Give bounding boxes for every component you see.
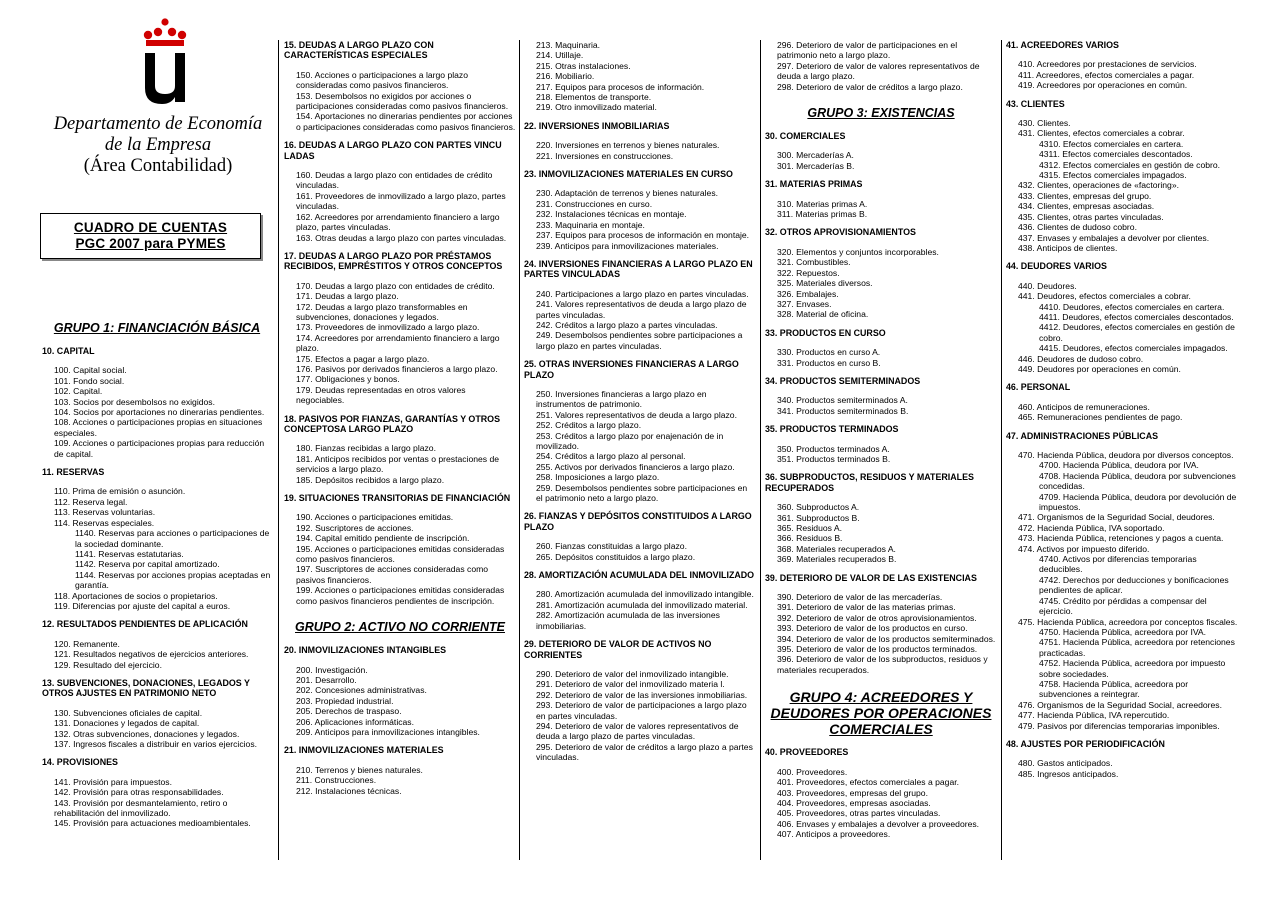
account-section [284,251,516,406]
account-section [524,511,756,562]
account-item: 320. Elementos y conjuntos incorporables. [777,246,939,257]
account-item: 211. Construcciones. [296,775,377,786]
section-heading: 16. DEUDAS A LARGO PLAZO CON PARTES VINCU LADAS [284,140,502,161]
account-item: 129. Resultado del ejercicio. [54,659,162,670]
section-heading: 20. INMOVILIZACIONES INTANGIBLES [284,645,447,656]
account-item: 404. Proveedores, empresas asociadas. [777,797,931,808]
account-item: 177. Obligaciones y bonos. [296,374,400,385]
subaccount-item: 4758. Hacienda Pública, acreedora por subvenciones a reintegrar. [1039,678,1189,700]
account-item: 298. Deterioro de valor de créditos a largo plazo. [777,81,963,92]
section-heading: 32. OTROS APROVISIONAMIENTOS [765,227,916,238]
account-item: 465. Remuneraciones pendientes de pago. [1018,412,1183,423]
account-section [284,745,516,796]
account-section [1006,261,1240,374]
account-section [524,121,756,161]
account-item: 438. Anticipos de clientes. [1018,242,1118,253]
account-section [765,424,997,464]
account-item: 172. Deudas a largo plazo transformables en subvenciones, donaciones y legados. [296,301,468,322]
account-item: 293. Deterioro de valor de participaciones a largo plazo en partes vinculadas. [536,700,747,721]
column-3 [524,40,756,763]
account-item: 325. Materiales diversos. [777,278,873,289]
section-heading: 14. PROVISIONES [42,757,118,768]
section-heading: 34. PRODUCTOS SEMITERMINADOS [765,375,921,386]
account-item: 292. Deterioro de valor de las inversiones inmobiliarias. [536,689,748,700]
subaccount-item: 1140. Reservas para acciones o participaciones de la sociedad dominante. [75,528,270,549]
account-item: 217. Equipos para procesos de información. [536,81,705,92]
section-heading: 35. PRODUCTOS TERMINADOS [765,424,899,435]
account-item: 282. Amortización acumulada de las inversiones inmobiliarias. [536,610,720,631]
account-section [284,40,516,132]
subaccount-item: 1141. Reservas estatutarias. [75,548,184,559]
account-item: 216. Mobiliario. [536,71,595,82]
account-item: 446. Deudores de dudoso cobro. [1018,353,1144,364]
section-heading: 18. PASIVOS POR FIANZAS, GARANTÍAS Y OTROS CONCEPTOSA LARGO PLAZO [284,413,500,434]
account-item: 311. Materias primas B. [777,209,868,220]
account-item: 219. Otro inmovilizado material. [536,102,657,113]
account-item: 179. Deudas representadas en otros valores negociables. [296,384,466,406]
account-item: 392. Deterioro de valor de otros aprovisionamientos. [777,612,977,623]
account-item: 366. Residuos B. [777,533,843,544]
account-item: 258. Imposiciones a largo plazo. [536,472,660,483]
account-section [1006,40,1240,91]
account-item: 109. Acciones o participaciones propias para reducción de capital. [54,438,265,459]
account-item: 297. Deterioro de valor de valores representativos de deuda a largo plazo. [777,60,980,82]
account-item: 437. Envases y embalajes a devolver por clientes. [1018,232,1210,243]
account-item: 214. Utillaje. [536,50,584,61]
account-item: 369. Materiales recuperados B. [777,554,897,565]
account-item: 341. Productos semiterminados B. [777,405,909,416]
group-title: GRUPO 2: ACTIVO NO CORRIENTE [295,620,505,635]
account-item: 154. Aportaciones no dinerarias pendientes por acciones o participaciones consideradas como pasivos financieros. [296,111,516,132]
account-item: 327. Envases. [777,298,832,309]
account-item: 340. Productos semiterminados A. [777,395,908,406]
account-section [1006,382,1240,422]
account-item: 119. Diferencias por ajuste del capital a euros. [54,600,231,611]
account-item: 433. Clientes, empresas del grupo. [1018,190,1152,201]
group-title: GRUPO 3: EXISTENCIAS [807,106,955,121]
account-item: 130. Subvenciones oficiales de capital. [54,707,203,718]
account-item: 431. Clientes, efectos comerciales a cobrar. [1018,128,1185,139]
account-section [765,328,997,368]
account-item: 233. Maquinaria en montaje. [536,219,645,230]
account-item: 181. Anticipos recibidos por ventas o prestaciones de servicios a largo plazo. [296,453,500,475]
column-divider [760,40,761,860]
account-item: 435. Clientes, otras partes vinculadas. [1018,211,1164,222]
account-item: 209. Anticipos para inmovilizaciones intangibles. [296,726,480,737]
account-item: 141. Provisión para impuestos. [54,776,172,787]
subaccount-item: 4709. Hacienda Pública, deudora por devolución de impuestos. [1039,491,1237,513]
account-item: 104. Socios por aportaciones no dinerarias pendientes. [54,407,265,418]
subaccount-item: 4745. Crédito por pérdidas a compensar del ejercicio. [1039,595,1207,617]
account-section [42,346,272,459]
subaccount-item: 4742. Derechos por deducciones y bonificaciones pendientes de aplicar. [1039,574,1229,596]
account-item: 195. Acciones o participaciones emitidas consideradas como pasivos financieros. [296,543,505,565]
subaccount-item: 4411. Deudores, efectos comerciales descontados. [1039,311,1234,322]
title-line-1: CUADRO DE CUENTAS [73,220,228,235]
account-item: 232. Instalaciones técnicas en montaje. [536,209,687,220]
account-item: 220. Inversiones en terrenos y bienes naturales. [536,140,720,151]
account-item: 326. Embalajes. [777,288,839,299]
account-section [42,678,272,749]
subaccount-item: 4410. Deudores, efectos comerciales en cartera. [1039,301,1225,312]
subaccount-item: 4752. Hacienda Pública, acreedora por impuesto sobre sociedades. [1039,658,1226,679]
section-heading: 29. DETERIORO DE VALOR DE ACTIVOS NO CORRIENTES [524,639,712,660]
account-item: 239. Anticipos para inmovilizaciones materiales. [536,240,719,251]
section-heading: 43. CLIENTES [1006,98,1065,109]
account-item: 250. Inversiones financieras a largo plazo en instrumentos de patrimonio. [536,388,707,410]
account-item: 390. Deterioro de valor de las mercaderías. [777,592,943,603]
account-item: 440. Deudores. [1018,280,1077,291]
account-item: 430. Clientes. [1018,118,1071,129]
section-heading: 11. RESERVAS [42,467,105,478]
account-section [284,493,516,606]
account-section [284,414,516,485]
account-item: 281. Amortización acumulada del inmovilizado material. [536,599,748,610]
account-item: 449. Deudores por operaciones en común. [1018,363,1181,374]
account-item: 441. Deudores, efectos comerciales a cobrar. [1018,291,1191,302]
account-item: 395. Deterioro de valor de los productos terminados. [777,644,978,655]
account-item: 199. Acciones o participaciones emitidas consideradas como pasivos financieros pendientes de inscripción. [296,585,505,606]
section-heading: 41. ACREEDORES VARIOS [1006,40,1119,50]
group-title: GRUPO 1: FINANCIACIÓN BÁSICA [53,321,261,335]
account-item: 210. Terrenos y bienes naturales. [296,764,423,775]
account-item: 253. Créditos a largo plazo por enajenación de in movilizado. [536,430,724,451]
account-section [42,619,272,670]
subaccount-item: 4700. Hacienda Pública, deudora por IVA. [1039,460,1199,471]
account-item: 185. Depósitos recibidos a largo plazo. [296,474,445,485]
account-item: 328. Material de oficina. [777,309,869,320]
account-item: 255. Activos por derivados financieros a largo plazo. [536,461,735,472]
account-item: 471. Organismos de la Seguridad Social, deudores. [1018,512,1215,523]
account-section [765,131,997,171]
column-divider [278,40,279,860]
section-heading: 28. AMORTIZACIÓN ACUMULADA DEL INMOVILIZADO [524,570,755,581]
account-item: 300. Mercaderías A. [777,150,854,161]
account-item: 101. Fondo social. [54,375,125,386]
account-item: 474. Activos por impuesto diferido. [1018,543,1150,554]
section-heading: 30. COMERCIALES [765,131,846,142]
account-item: 163. Otras deudas a largo plazo con partes vinculadas. [296,232,507,243]
dept-line-2: de la Empresa [104,135,212,155]
account-item: 470. Hacienda Pública, deudora por diversos conceptos. [1018,450,1234,460]
account-item: 331. Productos en curso B. [777,357,881,368]
account-item: 197. Suscriptores de acciones consideradas como pasivos financieros. [296,564,489,585]
column-4 [765,40,997,840]
account-item: 170. Deudas a largo plazo con entidades de crédito. [296,280,495,291]
subaccount-item: 1144. Reservas por acciones propias aceptadas en garantía. [75,569,271,591]
account-item: 296. Deterioro de valor de participaciones en el patrimonio neto a largo plazo. [777,40,958,61]
account-item: 294. Deterioro de valor de valores representativos de deuda a largo plazo de partes vinculadas. [536,720,739,742]
account-item: 310. Materias primas A. [777,198,868,209]
account-item: 192. Suscriptores de acciones. [296,522,414,533]
account-item: 190. Acciones o participaciones emitidas. [296,512,454,523]
title-line-2: PGC 2007 para PYMES [75,236,226,251]
section-heading: 44. DEUDORES VARIOS [1006,261,1107,272]
account-item: 221. Inversiones en construcciones. [536,150,674,161]
account-section [524,359,756,503]
account-item: 241. Valores representativos de deuda a largo plazo de partes vinculadas. [536,299,747,320]
account-item: 254. Créditos a largo plazo al personal. [536,451,686,462]
account-item: 160. Deudas a largo plazo con entidades de crédito vinculadas. [296,170,493,191]
account-item: 252. Créditos a largo plazo. [536,420,642,431]
subaccount-item: 4740. Activos por diferencias temporarias deducibles. [1039,554,1197,575]
dept-line-3: (Área Contabilidad) [83,156,233,176]
account-item: 206. Aplicaciones informáticas. [296,716,414,727]
account-item: 215. Otras instalaciones. [536,60,631,71]
account-item: 171. Deudas a largo plazo. [296,291,399,302]
account-section [524,639,756,762]
account-item: 230. Adaptación de terrenos y bienes naturales. [536,188,719,199]
account-item: 231. Construcciones en curso. [536,198,653,209]
account-item: 391. Deterioro de valor de las materias primas. [777,602,956,613]
account-item: 203. Propiedad industrial. [296,695,394,706]
account-item: 432. Clientes, operaciones de «factoring». [1018,180,1179,191]
account-item: 132. Otras subvenciones, donaciones y legados. [54,728,240,739]
subaccount-item: 4750. Hacienda Pública, acreedora por IVA. [1039,626,1207,637]
account-section [765,179,997,219]
account-section [765,40,997,92]
subaccount-item: 4412. Deudores, efectos comerciales en gestión de cobro. [1039,322,1235,343]
subaccount-item: 4315. Efectos comerciales impagados. [1039,170,1187,181]
account-item: 410. Acreedores por prestaciones de servicios. [1018,59,1197,70]
account-item: 477. Hacienda Pública, IVA repercutido. [1018,710,1170,721]
section-heading: 33. PRODUCTOS EN CURSO [765,327,886,338]
column-5 [1006,40,1240,779]
account-item: 251. Valores representativos de deuda a largo plazo. [536,409,737,420]
account-item: 290. Deterioro de valor del inmovilizado intangible. [536,668,729,679]
subaccount-item: 4310. Efectos comerciales en cartera. [1039,138,1184,149]
account-item: 475. Hacienda Pública, acreedora por conceptos fiscales. [1018,616,1238,627]
account-item: 394. Deterioro de valor de los productos semiterminados. [777,633,996,644]
account-item: 237. Equipos para procesos de información en montaje. [536,230,750,241]
department-heading [38,114,278,177]
section-heading: 21. INMOVILIZACIONES MATERIALES [284,745,444,756]
account-item: 121. Resultados negativos de ejercicios anteriores. [54,649,249,660]
account-item: 407. Anticipos a proveedores. [777,829,891,840]
account-item: 460. Anticipos de remuneraciones. [1018,401,1150,412]
column-divider [1001,40,1002,860]
account-item: 102. Capital. [54,386,103,397]
account-section [524,259,756,351]
account-item: 472. Hacienda Pública, IVA soportado. [1018,522,1165,533]
account-item: 396. Deterioro de valor de los subproductos, residuos y materiales recuperados. [777,654,988,675]
account-section [765,376,997,416]
account-item: 153. Desembolsos no exigidos por acciones o participaciones consideradas como pasivos financieros. [296,90,509,112]
section-heading: 17. DEUDAS A LARGO PLAZO POR PRÉSTAMOS RECIBIDOS, EMPRÉSTITOS Y OTROS CONCEPTOS [284,250,503,272]
university-logo [140,18,190,106]
account-section [765,227,997,319]
account-item: 205. Derechos de traspaso. [296,706,402,717]
account-section [524,570,756,631]
section-heading: 48. AJUSTES POR PERIODIFICACIÓN [1006,738,1165,749]
account-item: 120. Remanente. [54,638,120,649]
section-heading: 12. RESULTADOS PENDIENTES DE APLICACIÓN [42,619,248,630]
title-box [40,213,261,259]
column-2 [284,40,516,796]
section-heading: 19. SITUACIONES TRANSITORIAS DE FINANCIACIÓN [284,493,511,504]
account-item: 368. Materiales recuperados A. [777,543,896,554]
account-item: 249. Desembolsos pendientes sobre participaciones a largo plazo en partes vinculadas. [536,330,743,351]
account-item: 321. Combustibles. [777,257,851,268]
account-section [524,40,756,113]
section-heading: 46. PERSONAL [1006,382,1071,393]
account-item: 400. Proveedores. [777,766,848,777]
account-item: 201. Desarrollo. [296,674,357,685]
account-item: 213. Maquinaria. [536,40,601,50]
account-item: 259. Desembolsos pendientes sobre participaciones en el patrimonio neto a largo plazo. [536,482,748,504]
group-title: GRUPO 4: ACREEDORES Y DEUDORES POR OPERACIONES COMERCIALES [770,689,992,738]
account-item: 411. Acreedores, efectos comerciales a pagar. [1018,69,1195,80]
account-item: 351. Productos terminados B. [777,453,891,464]
account-item: 242. Créditos a largo plazo a partes vinculadas. [536,319,718,330]
account-section [1006,431,1240,731]
account-item: 405. Proveedores, otras partes vinculadas. [777,808,941,819]
section-heading: 22. INVERSIONES INMOBILIARIAS [524,120,670,131]
account-section [42,467,272,611]
account-item: 150. Acciones o participaciones a largo plazo consideradas como pasivos financieros. [296,69,468,91]
account-item: 161. Proveedores de inmovilizado a largo plazo, partes vinculadas. [296,190,506,212]
column-1 [42,317,272,829]
column-divider [519,40,520,860]
account-item: 403. Proveedores, empresas del grupo. [777,787,928,798]
account-item: 485. Ingresos anticipados. [1018,768,1119,779]
account-item: 100. Capital social. [54,365,127,376]
account-item: 202. Concesiones administrativas. [296,685,427,696]
account-item: 142. Provisión para otras responsabilidades. [54,787,224,798]
section-heading: 31. MATERIAS PRIMAS [765,179,863,190]
section-heading: 10. CAPITAL [42,346,95,356]
section-heading: 26. FIANZAS Y DEPÓSITOS CONSTITUIDOS A LARGO PLAZO [524,511,752,532]
account-item: 110. Prima de emisión o asunción. [54,486,186,497]
subaccount-item: 1142. Reserva por capital amortizado. [75,559,220,570]
section-heading: 36. SUBPRODUCTOS, RESIDUOS Y MATERIALES RECUPERADOS [765,472,974,493]
account-item: 265. Depósitos constituidos a largo plazo. [536,551,696,562]
account-section [284,645,516,737]
subaccount-item: 4312. Efectos comerciales en gestión de cobro. [1039,159,1221,170]
account-item: 218. Elementos de transporte. [536,92,652,103]
account-item: 434. Clientes, empresas asociadas. [1018,201,1155,212]
account-item: 114. Reservas especiales. [54,517,155,528]
dept-line-1: Departamento de Economía [53,114,263,134]
account-item: 393. Deterioro de valor de los productos en curso. [777,623,968,634]
section-heading: 25. OTRAS INVERSIONES FINANCIERAS A LARGO PLAZO [524,359,739,380]
account-item: 476. Organismos de la Seguridad Social, acreedores. [1018,699,1222,710]
subaccount-item: 4311. Efectos comerciales descontados. [1039,149,1193,160]
account-item: 473. Hacienda Pública, retenciones y pagos a cuenta. [1018,533,1224,544]
account-item: 176. Pasivos por derivados financieros a largo plazo. [296,363,498,374]
account-item: 401. Proveedores, efectos comerciales a pagar. [777,777,960,788]
account-item: 322. Repuestos. [777,267,840,278]
account-section [1006,99,1240,254]
account-section [765,747,997,839]
account-item: 131. Donaciones y legados de capital. [54,718,200,729]
section-heading: 15. DEUDAS A LARGO PLAZO CON CARACTERÍSTICAS ESPECIALES [284,40,434,61]
account-section [524,169,756,251]
section-heading: 23. INMOVILIZACIONES MATERIALES EN CURSO [524,169,733,180]
account-item: 118. Aportaciones de socios o propietarios. [54,590,218,601]
account-item: 280. Amortización acumulada del inmovilizado intangible. [536,589,754,600]
account-item: 301. Mercaderías B. [777,160,855,171]
account-item: 295. Deterioro de valor de créditos a largo plazo a partes vinculadas. [536,741,753,763]
account-item: 174. Acreedores por arrendamiento financiero a largo plazo. [296,332,500,354]
account-item: 194. Capital emitido pendiente de inscripción. [296,533,470,544]
account-item: 479. Pasivos por diferencias temporarias imponibles. [1018,720,1220,731]
account-section [765,573,997,676]
account-item: 436. Clientes de dudoso cobro. [1018,222,1137,233]
account-item: 212. Instalaciones técnicas. [296,785,402,796]
account-item: 330. Productos en curso A. [777,347,881,358]
section-heading: 13. SUBVENCIONES, DONACIONES, LEGADOS Y OTROS AJUSTES EN PATRIMONIO NETO [42,677,250,699]
account-item: 406. Envases y embalajes a devolver a proveedores. [777,818,980,829]
section-heading: 39. DETERIORO DE VALOR DE LAS EXISTENCIAS [765,572,977,583]
account-section [1006,739,1240,779]
account-item: 137. Ingresos fiscales a distribuir en varios ejercicios. [54,739,257,749]
account-item: 175. Efectos a pagar a largo plazo. [296,353,430,364]
account-section [765,472,997,564]
account-section [284,140,516,243]
account-item: 291. Deterioro de valor del inmovilizado materia l. [536,679,725,690]
account-item: 260. Fianzas constituidas a largo plazo. [536,541,687,552]
account-item: 200. Investigación. [296,664,368,675]
account-item: 361. Subproductos B. [777,512,860,523]
account-item: 419. Acreedores por operaciones en común. [1018,80,1188,91]
account-item: 180. Fianzas recibidas a largo plazo. [296,443,436,454]
account-item: 162. Acreedores por arrendamiento financiero a largo plazo, partes vinculadas. [296,211,500,233]
account-item: 145. Provisión para actuaciones medioambientales. [54,818,251,829]
account-item: 173. Proveedores de inmovilizado a largo plazo. [296,322,480,333]
section-heading: 24. INVERSIONES FINANCIERAS A LARGO PLAZO EN PARTES VINCULADAS [524,258,753,280]
account-item: 480. Gastos anticipados. [1018,758,1113,769]
account-item: 240. Participaciones a largo plazo en partes vinculadas. [536,288,749,299]
account-item: 350. Productos terminados A. [777,443,890,454]
account-item: 143. Provisión por desmantelamiento, retiro o rehabilitación del inmovilizado. [54,797,228,819]
account-item: 360. Subproductos A. [777,502,860,513]
section-heading: 47. ADMINISTRACIONES PÚBLICAS [1006,430,1159,441]
account-item: 108. Acciones o participaciones propias en situaciones especiales. [54,417,263,438]
subaccount-item: 4708. Hacienda Pública, deudora por subvenciones concedidas. [1039,470,1236,492]
subaccount-item: 4415. Deudores, efectos comerciales impagados. [1039,343,1228,354]
subaccount-item: 4751. Hacienda Pública, acreedora por retenciones practicadas. [1039,637,1235,658]
account-item: 112. Reserva legal. [54,496,128,507]
section-heading: 40. PROVEEDORES [765,747,849,758]
account-item: 103. Socios por desembolsos no exigidos. [54,396,215,407]
account-item: 365. Residuos A. [777,523,842,533]
account-item: 113. Reservas voluntarias. [54,507,156,518]
account-section [42,757,272,828]
